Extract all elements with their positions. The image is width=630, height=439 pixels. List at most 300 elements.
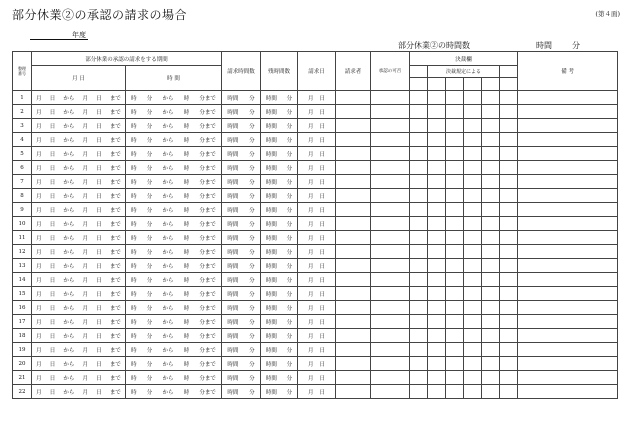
approval-cell[interactable] [371,175,410,189]
time-range-cell[interactable] [126,91,222,105]
decision-cell[interactable] [410,133,428,147]
remaining-hours-cell[interactable] [261,231,298,245]
remarks-cell[interactable] [518,91,618,105]
remaining-hours-cell[interactable] [261,175,298,189]
decision-cell[interactable] [500,189,518,203]
decision-cell[interactable] [428,329,446,343]
date-range-cell[interactable] [32,259,126,273]
request-date-cell[interactable] [298,91,336,105]
approval-cell[interactable] [371,245,410,259]
decision-cell[interactable] [428,287,446,301]
decision-cell[interactable] [410,231,428,245]
decision-cell[interactable] [464,203,482,217]
decision-cell[interactable] [464,217,482,231]
remarks-cell[interactable] [518,273,618,287]
decision-cell[interactable] [464,245,482,259]
decision-cell[interactable] [482,329,500,343]
decision-cell[interactable] [428,357,446,371]
decision-cell[interactable] [482,231,500,245]
decision-cell[interactable] [428,315,446,329]
decision-cell[interactable] [482,133,500,147]
remaining-hours-cell[interactable] [261,91,298,105]
approval-cell[interactable] [371,301,410,315]
decision-cell[interactable] [446,175,464,189]
request-date-cell[interactable] [298,119,336,133]
remaining-hours-cell[interactable] [261,357,298,371]
decision-cell[interactable] [428,259,446,273]
date-range-cell[interactable] [32,357,126,371]
date-range-cell[interactable] [32,203,126,217]
decision-cell[interactable] [446,91,464,105]
remarks-cell[interactable] [518,175,618,189]
decision-cell[interactable] [482,217,500,231]
remaining-hours-cell[interactable] [261,287,298,301]
remarks-cell[interactable] [518,119,618,133]
remarks-cell[interactable] [518,147,618,161]
decision-cell[interactable] [500,105,518,119]
decision-cell[interactable] [446,161,464,175]
request-date-cell[interactable] [298,259,336,273]
decision-cell[interactable] [482,385,500,399]
decision-cell[interactable] [428,273,446,287]
remaining-hours-cell[interactable] [261,189,298,203]
request-date-cell[interactable] [298,147,336,161]
decision-cell[interactable] [410,189,428,203]
decision-cell[interactable] [410,217,428,231]
date-range-cell[interactable] [32,329,126,343]
decision-cell[interactable] [410,175,428,189]
requester-cell[interactable] [336,357,371,371]
request-hours-cell[interactable] [222,245,261,259]
requester-cell[interactable] [336,189,371,203]
request-hours-cell[interactable] [222,301,261,315]
request-hours-cell[interactable] [222,315,261,329]
approval-cell[interactable] [371,147,410,161]
decision-cell[interactable] [500,385,518,399]
decision-cell[interactable] [410,259,428,273]
decision-cell[interactable] [482,105,500,119]
requester-cell[interactable] [336,329,371,343]
date-range-cell[interactable] [32,161,126,175]
request-date-cell[interactable] [298,203,336,217]
decision-cell[interactable] [464,175,482,189]
time-range-cell[interactable] [126,301,222,315]
decision-cell[interactable] [446,385,464,399]
decision-cell[interactable] [500,273,518,287]
remarks-cell[interactable] [518,217,618,231]
request-date-cell[interactable] [298,105,336,119]
remaining-hours-cell[interactable] [261,259,298,273]
request-hours-cell[interactable] [222,133,261,147]
request-hours-cell[interactable] [222,343,261,357]
remaining-hours-cell[interactable] [261,315,298,329]
decision-cell[interactable] [446,273,464,287]
decision-cell[interactable] [428,217,446,231]
decision-cell[interactable] [482,147,500,161]
approval-cell[interactable] [371,329,410,343]
date-range-cell[interactable] [32,371,126,385]
time-range-cell[interactable] [126,217,222,231]
time-range-cell[interactable] [126,161,222,175]
remarks-cell[interactable] [518,231,618,245]
decision-cell[interactable] [500,175,518,189]
requester-cell[interactable] [336,133,371,147]
decision-cell[interactable] [482,119,500,133]
decision-cell[interactable] [464,231,482,245]
request-date-cell[interactable] [298,273,336,287]
decision-cell[interactable] [446,287,464,301]
remarks-cell[interactable] [518,189,618,203]
decision-cell[interactable] [482,203,500,217]
request-date-cell[interactable] [298,385,336,399]
decision-cell[interactable] [446,203,464,217]
remaining-hours-cell[interactable] [261,217,298,231]
request-hours-cell[interactable] [222,119,261,133]
decision-cell[interactable] [482,175,500,189]
decision-cell[interactable] [428,385,446,399]
requester-cell[interactable] [336,119,371,133]
request-date-cell[interactable] [298,315,336,329]
decision-cell[interactable] [428,175,446,189]
decision-cell[interactable] [410,203,428,217]
decision-cell[interactable] [500,161,518,175]
requester-cell[interactable] [336,259,371,273]
decision-cell[interactable] [428,133,446,147]
decision-cell[interactable] [410,315,428,329]
time-range-cell[interactable] [126,259,222,273]
decision-cell[interactable] [500,287,518,301]
decision-cell[interactable] [500,203,518,217]
date-range-cell[interactable] [32,385,126,399]
approval-cell[interactable] [371,203,410,217]
approval-cell[interactable] [371,273,410,287]
decision-cell[interactable] [482,189,500,203]
approval-cell[interactable] [371,357,410,371]
requester-cell[interactable] [336,385,371,399]
approval-cell[interactable] [371,189,410,203]
decision-cell[interactable] [464,287,482,301]
request-hours-cell[interactable] [222,371,261,385]
approval-cell[interactable] [371,315,410,329]
decision-cell[interactable] [482,315,500,329]
decision-cell[interactable] [500,329,518,343]
decision-cell[interactable] [464,189,482,203]
decision-cell[interactable] [428,147,446,161]
request-hours-cell[interactable] [222,147,261,161]
request-date-cell[interactable] [298,371,336,385]
request-hours-cell[interactable] [222,189,261,203]
remaining-hours-cell[interactable] [261,105,298,119]
decision-cell[interactable] [500,245,518,259]
requester-cell[interactable] [336,217,371,231]
time-range-cell[interactable] [126,175,222,189]
decision-cell[interactable] [428,119,446,133]
approval-cell[interactable] [371,91,410,105]
approval-cell[interactable] [371,105,410,119]
decision-cell[interactable] [464,357,482,371]
decision-cell[interactable] [428,343,446,357]
time-range-cell[interactable] [126,315,222,329]
decision-cell[interactable] [410,371,428,385]
decision-cell[interactable] [446,301,464,315]
remarks-cell[interactable] [518,259,618,273]
time-range-cell[interactable] [126,357,222,371]
decision-cell[interactable] [500,357,518,371]
decision-cell[interactable] [428,245,446,259]
date-range-cell[interactable] [32,301,126,315]
request-hours-cell[interactable] [222,287,261,301]
decision-cell[interactable] [410,105,428,119]
date-range-cell[interactable] [32,133,126,147]
requester-cell[interactable] [336,91,371,105]
decision-cell[interactable] [446,357,464,371]
decision-cell[interactable] [464,371,482,385]
time-range-cell[interactable] [126,133,222,147]
approval-cell[interactable] [371,119,410,133]
decision-cell[interactable] [410,357,428,371]
decision-cell[interactable] [428,371,446,385]
date-range-cell[interactable] [32,315,126,329]
remaining-hours-cell[interactable] [261,329,298,343]
approval-cell[interactable] [371,231,410,245]
decision-cell[interactable] [464,385,482,399]
decision-cell[interactable] [464,329,482,343]
date-range-cell[interactable] [32,147,126,161]
decision-cell[interactable] [500,343,518,357]
decision-cell[interactable] [446,105,464,119]
date-range-cell[interactable] [32,287,126,301]
remaining-hours-cell[interactable] [261,133,298,147]
time-range-cell[interactable] [126,189,222,203]
decision-cell[interactable] [500,147,518,161]
time-range-cell[interactable] [126,119,222,133]
request-hours-cell[interactable] [222,175,261,189]
requester-cell[interactable] [336,175,371,189]
requester-cell[interactable] [336,371,371,385]
decision-cell[interactable] [410,91,428,105]
date-range-cell[interactable] [32,105,126,119]
decision-cell[interactable] [410,287,428,301]
date-range-cell[interactable] [32,119,126,133]
decision-cell[interactable] [410,245,428,259]
remaining-hours-cell[interactable] [261,147,298,161]
decision-cell[interactable] [500,371,518,385]
decision-cell[interactable] [446,231,464,245]
requester-cell[interactable] [336,245,371,259]
decision-cell[interactable] [464,343,482,357]
decision-cell[interactable] [464,147,482,161]
decision-cell[interactable] [446,259,464,273]
request-hours-cell[interactable] [222,161,261,175]
remarks-cell[interactable] [518,245,618,259]
request-date-cell[interactable] [298,161,336,175]
requester-cell[interactable] [336,231,371,245]
remarks-cell[interactable] [518,105,618,119]
decision-cell[interactable] [410,385,428,399]
remarks-cell[interactable] [518,301,618,315]
decision-cell[interactable] [410,329,428,343]
request-hours-cell[interactable] [222,329,261,343]
decision-cell[interactable] [482,287,500,301]
decision-cell[interactable] [464,301,482,315]
remaining-hours-cell[interactable] [261,371,298,385]
decision-cell[interactable] [500,301,518,315]
date-range-cell[interactable] [32,343,126,357]
date-range-cell[interactable] [32,273,126,287]
decision-cell[interactable] [446,343,464,357]
decision-cell[interactable] [464,133,482,147]
decision-cell[interactable] [464,315,482,329]
time-range-cell[interactable] [126,385,222,399]
decision-cell[interactable] [482,301,500,315]
time-range-cell[interactable] [126,287,222,301]
decision-cell[interactable] [410,161,428,175]
request-date-cell[interactable] [298,175,336,189]
approval-cell[interactable] [371,385,410,399]
time-range-cell[interactable] [126,371,222,385]
decision-cell[interactable] [410,273,428,287]
decision-cell[interactable] [482,371,500,385]
decision-cell[interactable] [428,91,446,105]
remarks-cell[interactable] [518,203,618,217]
request-date-cell[interactable] [298,245,336,259]
remarks-cell[interactable] [518,161,618,175]
time-range-cell[interactable] [126,231,222,245]
remarks-cell[interactable] [518,343,618,357]
decision-cell[interactable] [500,133,518,147]
request-hours-cell[interactable] [222,385,261,399]
time-range-cell[interactable] [126,105,222,119]
remarks-cell[interactable] [518,287,618,301]
remaining-hours-cell[interactable] [261,385,298,399]
time-range-cell[interactable] [126,329,222,343]
decision-cell[interactable] [464,119,482,133]
decision-cell[interactable] [410,119,428,133]
decision-cell[interactable] [446,119,464,133]
request-hours-cell[interactable] [222,91,261,105]
remarks-cell[interactable] [518,357,618,371]
request-date-cell[interactable] [298,329,336,343]
decision-cell[interactable] [482,273,500,287]
decision-cell[interactable] [482,259,500,273]
request-hours-cell[interactable] [222,203,261,217]
approval-cell[interactable] [371,287,410,301]
decision-cell[interactable] [464,161,482,175]
decision-cell[interactable] [464,91,482,105]
decision-cell[interactable] [428,105,446,119]
remaining-hours-cell[interactable] [261,245,298,259]
date-range-cell[interactable] [32,231,126,245]
decision-cell[interactable] [446,147,464,161]
decision-cell[interactable] [446,371,464,385]
request-date-cell[interactable] [298,301,336,315]
request-hours-cell[interactable] [222,357,261,371]
decision-cell[interactable] [410,147,428,161]
decision-cell[interactable] [482,343,500,357]
remaining-hours-cell[interactable] [261,301,298,315]
decision-cell[interactable] [446,329,464,343]
request-date-cell[interactable] [298,133,336,147]
request-hours-cell[interactable] [222,273,261,287]
requester-cell[interactable] [336,161,371,175]
remarks-cell[interactable] [518,329,618,343]
decision-cell[interactable] [428,231,446,245]
decision-cell[interactable] [428,161,446,175]
request-hours-cell[interactable] [222,217,261,231]
approval-cell[interactable] [371,133,410,147]
decision-cell[interactable] [446,245,464,259]
decision-cell[interactable] [428,189,446,203]
remarks-cell[interactable] [518,315,618,329]
decision-cell[interactable] [500,217,518,231]
decision-cell[interactable] [482,161,500,175]
decision-cell[interactable] [410,343,428,357]
date-range-cell[interactable] [32,245,126,259]
remaining-hours-cell[interactable] [261,161,298,175]
requester-cell[interactable] [336,343,371,357]
request-hours-cell[interactable] [222,259,261,273]
request-date-cell[interactable] [298,189,336,203]
time-range-cell[interactable] [126,343,222,357]
requester-cell[interactable] [336,105,371,119]
remarks-cell[interactable] [518,371,618,385]
approval-cell[interactable] [371,259,410,273]
decision-cell[interactable] [464,273,482,287]
decision-cell[interactable] [500,231,518,245]
decision-cell[interactable] [500,91,518,105]
decision-cell[interactable] [446,133,464,147]
decision-cell[interactable] [428,301,446,315]
decision-cell[interactable] [428,203,446,217]
requester-cell[interactable] [336,287,371,301]
request-hours-cell[interactable] [222,231,261,245]
date-range-cell[interactable] [32,175,126,189]
date-range-cell[interactable] [32,217,126,231]
request-date-cell[interactable] [298,357,336,371]
requester-cell[interactable] [336,301,371,315]
approval-cell[interactable] [371,217,410,231]
remaining-hours-cell[interactable] [261,273,298,287]
remarks-cell[interactable] [518,133,618,147]
decision-cell[interactable] [482,91,500,105]
requester-cell[interactable] [336,203,371,217]
decision-cell[interactable] [500,259,518,273]
decision-cell[interactable] [464,105,482,119]
approval-cell[interactable] [371,161,410,175]
decision-cell[interactable] [446,217,464,231]
remaining-hours-cell[interactable] [261,203,298,217]
time-range-cell[interactable] [126,147,222,161]
request-date-cell[interactable] [298,287,336,301]
approval-cell[interactable] [371,371,410,385]
requester-cell[interactable] [336,273,371,287]
approval-cell[interactable] [371,343,410,357]
decision-cell[interactable] [410,301,428,315]
date-range-cell[interactable] [32,91,126,105]
time-range-cell[interactable] [126,273,222,287]
requester-cell[interactable] [336,315,371,329]
request-date-cell[interactable] [298,217,336,231]
remaining-hours-cell[interactable] [261,119,298,133]
decision-cell[interactable] [500,315,518,329]
decision-cell[interactable] [482,245,500,259]
remarks-cell[interactable] [518,385,618,399]
remaining-hours-cell[interactable] [261,343,298,357]
decision-cell[interactable] [482,357,500,371]
time-range-cell[interactable] [126,203,222,217]
request-hours-cell[interactable] [222,105,261,119]
decision-cell[interactable] [446,315,464,329]
